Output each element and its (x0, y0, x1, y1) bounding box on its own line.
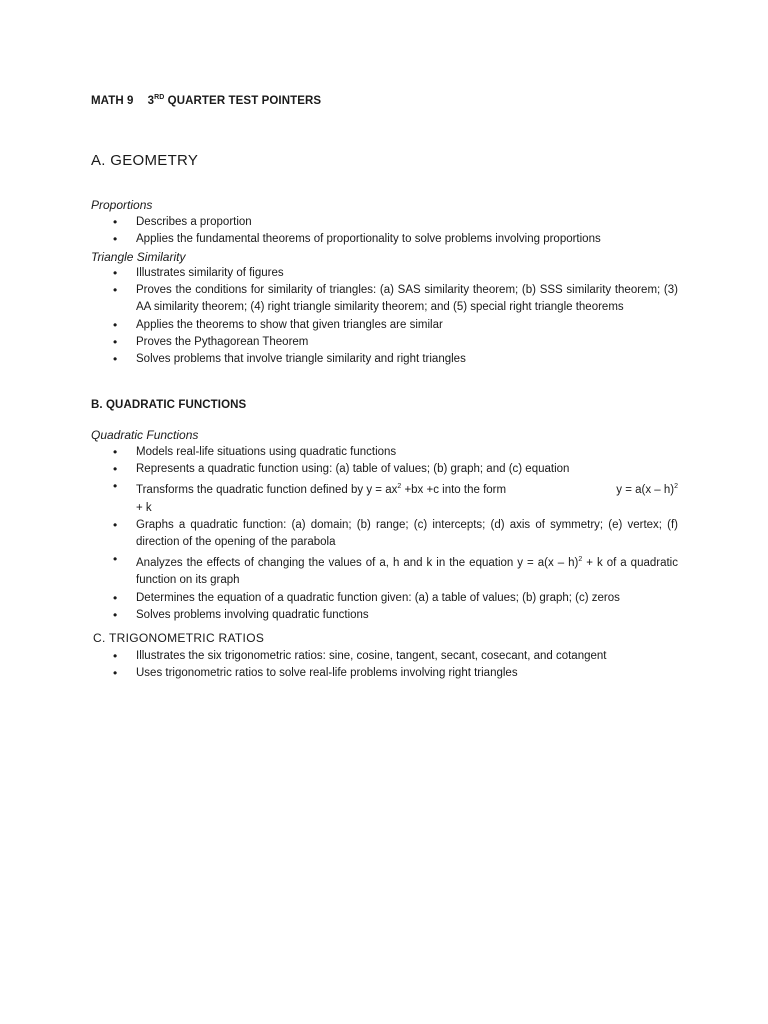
exponent: 2 (578, 556, 583, 564)
title-rest: QUARTER TEST POINTERS (164, 95, 322, 107)
subheading-proportions: Proportions (91, 198, 153, 212)
list-item: • Graphs a quadratic function: (a) domain; (b) range; (c) intercepts; (d) axis of symmetry; (e) vertex; (f) direction of the opening of the parabola (113, 517, 678, 551)
list-item: • Determines the equation of a quadratic function given: (a) a table of values; (b) graph; (c) zeros (113, 590, 678, 607)
document-title (91, 94, 321, 107)
analyze-text-2: + k of a quadratic function on its graph (136, 557, 678, 587)
title-subject: MATH 9 (91, 95, 134, 107)
vertex-form-equation (616, 478, 678, 499)
transform-text: Transforms the quadratic function defined by y = ax (136, 484, 398, 497)
list-item: • Illustrates similarity of figures (113, 265, 678, 282)
list-item: • Uses trigonometric ratios to solve real-life problems involving right triangles (113, 665, 678, 682)
proportions-list (113, 214, 678, 248)
quadratic-list (113, 444, 678, 624)
vertex-form-text: y = a(x – h) (616, 484, 675, 497)
list-item: • Proves the conditions for similarity of triangles: (a) SAS similarity theorem; (b) SSS similarity theorem; (3) AA similarity theorem; (4) right triangle similarity theorem; and (5) special right triangle theorems (113, 282, 678, 316)
list-item (113, 551, 678, 589)
list-item: • Solves problems involving quadratic functions (113, 607, 678, 624)
title-ordinal-suffix: RD (154, 94, 165, 101)
section-heading-geometry: A. GEOMETRY (91, 152, 199, 169)
list-item: • Applies the theorems to show that given triangles are similar (113, 317, 678, 334)
subheading-quadratic-functions: Quadratic Functions (91, 428, 199, 442)
list-item (113, 478, 678, 516)
trig-list (113, 648, 678, 682)
section-heading-trig: C. TRIGONOMETRIC RATIOS (93, 631, 265, 645)
exponent: 2 (397, 483, 402, 491)
section-heading-quadratic: B. QUADRATIC FUNCTIONS (91, 399, 247, 411)
analyze-text: Analyzes the effects of changing the values of a, h and k in the equation y = a(x – h) (136, 557, 579, 570)
list-item: • Solves problems that involve triangle similarity and right triangles (113, 351, 678, 368)
list-item: • Models real-life situations using quadratic functions (113, 444, 678, 461)
list-item: • Proves the Pythagorean Theorem (113, 334, 678, 351)
list-item: • Represents a quadratic function using: (a) table of values; (b) graph; and (c) equation (113, 461, 678, 478)
list-item: • Applies the fundamental theorems of proportionality to solve problems involving proportions (113, 231, 678, 248)
transform-text-2: +bx +c into the form (401, 484, 507, 497)
vertex-form-tail: + k (136, 501, 152, 514)
list-item: • Describes a proportion (113, 214, 678, 231)
similarity-list (113, 265, 678, 368)
exponent: 2 (674, 483, 678, 491)
subheading-triangle-similarity: Triangle Similarity (91, 250, 186, 264)
list-item: • Illustrates the six trigonometric ratios: sine, cosine, tangent, secant, cosecant, and cotangent (113, 648, 678, 665)
title-quarter-number: 3 (147, 95, 155, 107)
